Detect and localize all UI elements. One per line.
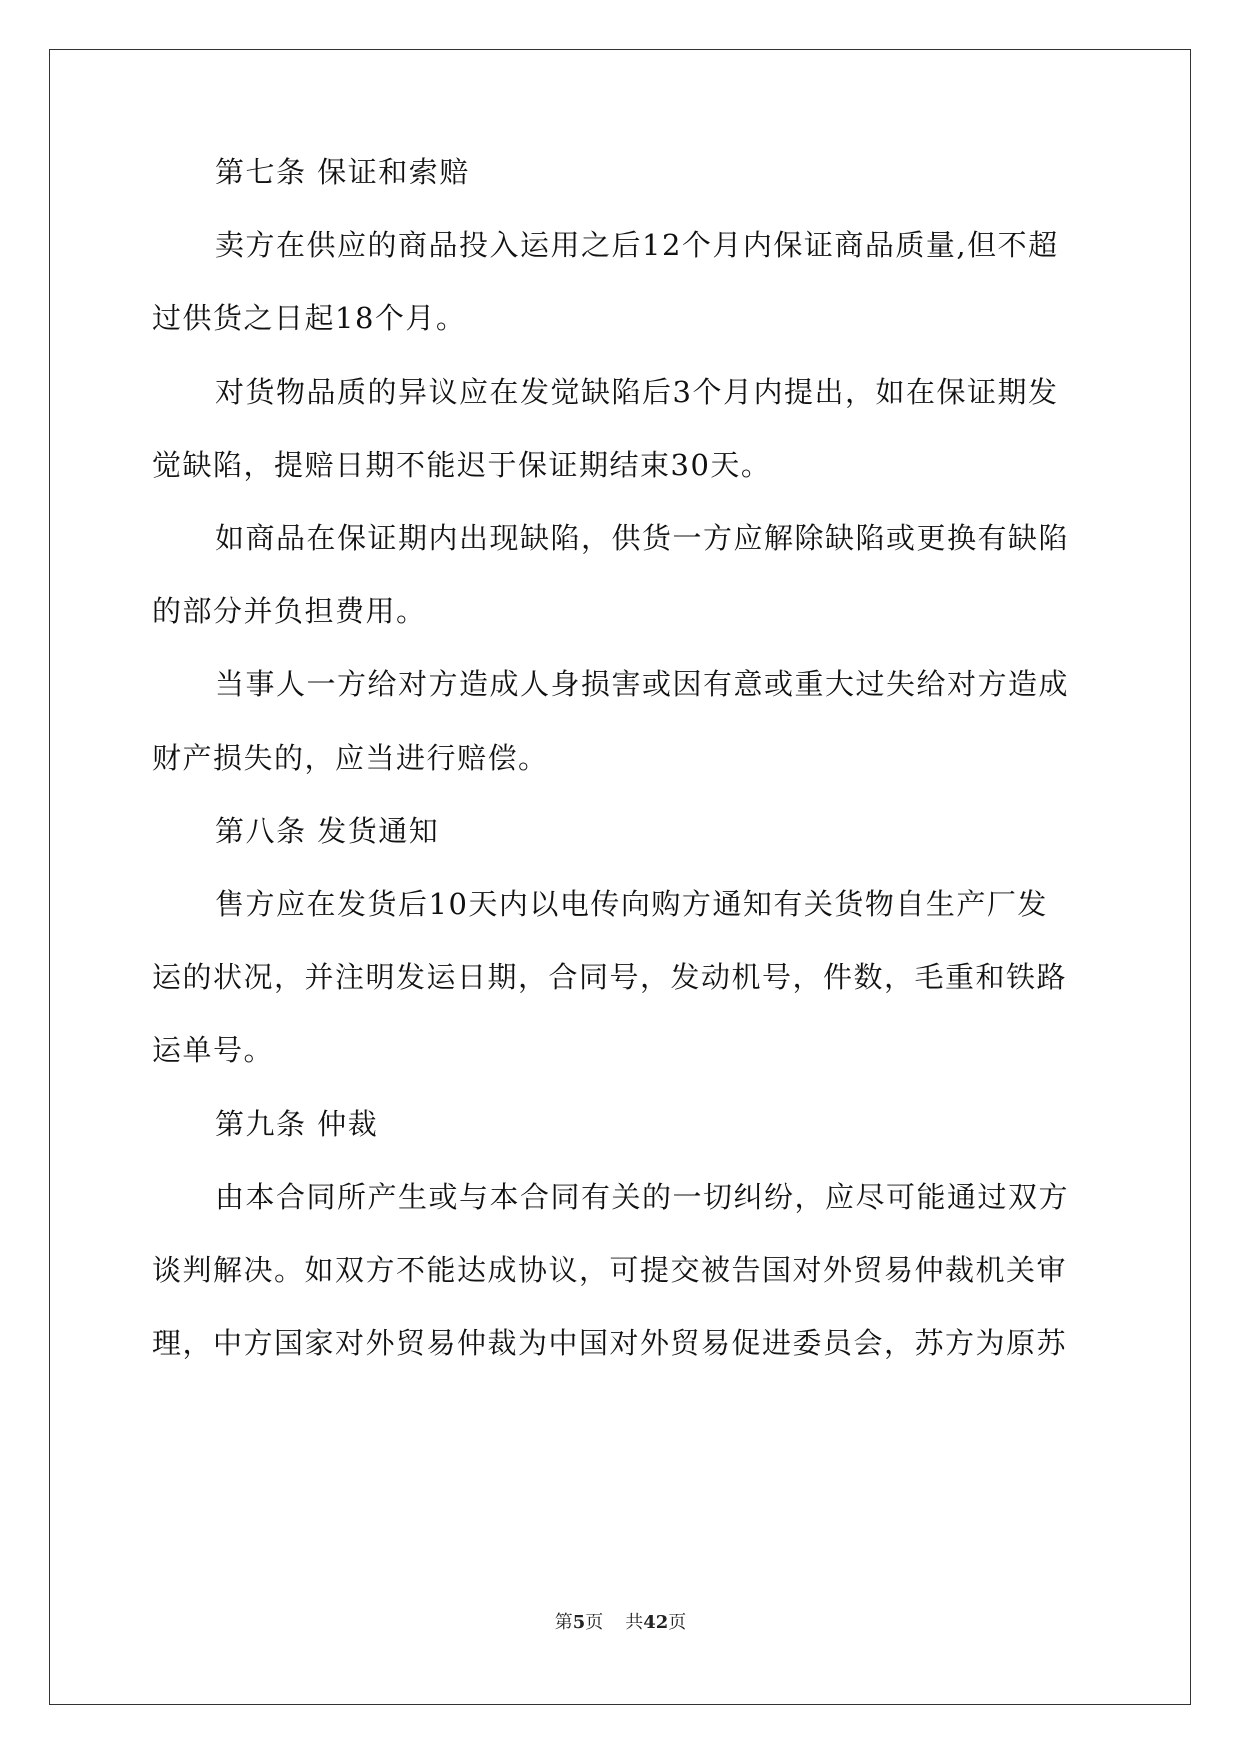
text-line: 第八条 发货通知 <box>215 813 440 848</box>
text-line: 过供货之日起18个月。 <box>152 301 467 336</box>
text-line: 理，中方国家对外贸易仲裁为中国对外贸易促进委员会，苏方为原苏 <box>152 1326 1068 1361</box>
text-line: 觉缺陷，提赔日期不能迟于保证期结束30天。 <box>152 447 772 482</box>
text-line: 的部分并负担费用。 <box>152 594 427 629</box>
text-line: 第七条 保证和索赔 <box>215 155 470 189</box>
text-line: 卖方在供应的商品投入运用之后12个月内保证商品质量,但不超 <box>215 228 1059 263</box>
text-line: 运的状况，并注明发运日期，合同号，发动机号，件数，毛重和铁路 <box>152 960 1068 995</box>
text-line: 当事人一方给对方造成人身损害或因有意或重大过失给对方造成 <box>215 667 1070 702</box>
text-line: 由本合同所产生或与本合同有关的一切纠纷，应尽可能通过双方 <box>215 1179 1070 1214</box>
footer-total-prefix: 共 <box>625 1612 644 1633</box>
text-line: 售方应在发货后10天内以电传向购方通知有关货物自生产厂发 <box>215 887 1048 921</box>
text-line: 第九条 仲裁 <box>215 1106 379 1141</box>
text-line: 对货物品质的异议应在发觉缺陷后3个月内提出，如在保证期发 <box>215 374 1059 409</box>
footer-total-suffix: 页 <box>668 1612 687 1633</box>
footer-page-prefix: 第 <box>554 1612 573 1633</box>
footer-page-suffix: 页 <box>585 1612 604 1633</box>
page-footer <box>0 1611 1241 1635</box>
text-line: 财产损失的，应当进行赔偿。 <box>152 740 549 775</box>
footer-page-number: 5 <box>572 1612 586 1633</box>
footer-total-pages: 42 <box>643 1612 669 1633</box>
page-border <box>49 49 1191 1705</box>
text-line: 运单号。 <box>152 1033 275 1068</box>
text-line: 谈判解决。如双方不能达成协议，可提交被告国对外贸易仲裁机关审 <box>152 1253 1068 1287</box>
text-line: 如商品在保证期内出现缺陷，供货一方应解除缺陷或更换有缺陷 <box>215 521 1070 555</box>
